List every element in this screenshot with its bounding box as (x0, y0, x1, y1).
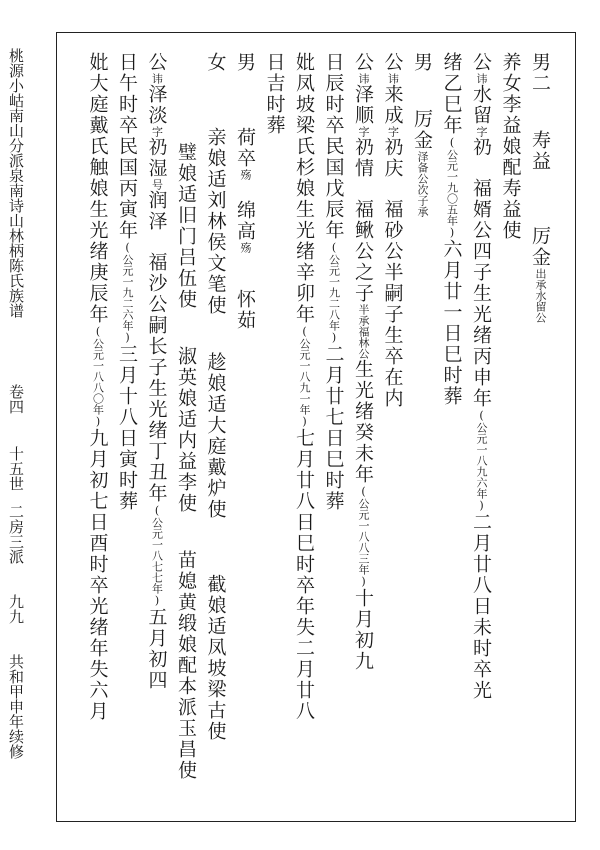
text-run: 七月廿八日巳时卒年失二月廿八 (293, 428, 315, 722)
annotation: (公元一八七七年) (150, 504, 164, 607)
annotation: 字 (150, 126, 164, 137)
text-run: 礽情 (352, 137, 374, 179)
text-run: 来成 (381, 84, 404, 126)
text-column (353, 52, 372, 672)
text-run: 日午时卒民国丙寅年 (116, 52, 138, 241)
margin-edition: 共和甲申年续修 (7, 654, 25, 759)
text-run: 男二 (529, 52, 551, 94)
margin-book-title: 桃源小岵南山分派泉南诗山林柄陈氏族谱 (7, 48, 25, 318)
text-run: 公 (470, 52, 492, 73)
annotation: 字 (386, 126, 400, 137)
text-run: 男 (234, 52, 256, 73)
text-column (235, 52, 254, 331)
text-run: 礽 (470, 137, 492, 158)
text-column (383, 52, 402, 409)
annotation: (公元一九二六年) (121, 241, 134, 344)
text-run: 淑英娘适内益李使 (175, 346, 197, 514)
text-column (501, 52, 520, 241)
text-run: 福砂公半嗣子生卒在内 (381, 199, 404, 409)
text-column (412, 52, 431, 217)
text-run: 苗媳黄缎娘配本派玉昌使 (175, 550, 197, 781)
annotation: 字 (357, 126, 370, 137)
text-run: 二月廿七日巳时葬 (322, 344, 345, 512)
text-run: 礽湿 (145, 137, 168, 179)
text-run: 九月初七日酉时卒光绪年失六月 (86, 428, 109, 722)
annotation: 讳 (150, 73, 164, 84)
text-run: 公 (381, 52, 404, 73)
text-run: 荷卒 (234, 127, 256, 169)
text-column (117, 52, 136, 512)
text-column (176, 52, 195, 781)
annotation: (公元一八九一年) (298, 325, 311, 428)
text-run: 妣凤坡梁氏杉娘生光绪辛卯年 (293, 52, 315, 325)
text-column (147, 52, 166, 691)
text-run: 十月初九 (352, 588, 374, 672)
text-run: 福鳅公之子 (352, 199, 374, 304)
text-run: 礽庆 (381, 137, 404, 179)
text-run: 水留 (470, 84, 492, 126)
text-run: 怀茹 (234, 289, 256, 331)
text-run: 截娘适凤坡梁古使 (204, 574, 227, 742)
text-column (324, 52, 343, 512)
text-run: 亲娘适刘林侯文笔使 (204, 127, 227, 316)
text-run: 公 (352, 52, 374, 73)
annotation: 殇 (239, 169, 252, 180)
annotation: 字 (475, 126, 488, 137)
annotation: (公元一九二八年) (327, 241, 341, 344)
annotation: (公元一八九六年) (475, 409, 488, 512)
annotation: 殇 (239, 242, 252, 253)
text-run: 泽淡 (145, 84, 168, 126)
text-run: 日辰时卒民国戊辰年 (322, 52, 345, 241)
text-run: 润泽 (145, 190, 168, 232)
text-run: 厉金 (529, 226, 551, 268)
annotation: 讳 (357, 73, 370, 84)
text-column (294, 52, 313, 722)
annotation: (公元一八八三年) (357, 485, 370, 588)
text-run: 趁娘适大庭戴炉使 (204, 352, 227, 520)
annotation: (公元一九〇五年) (445, 136, 459, 239)
text-run: 福婿公四子生光绪丙申年 (470, 178, 492, 409)
text-run: 寿益 (529, 130, 551, 172)
text-run: 泽顺 (352, 84, 374, 126)
text-run: 福沙公嗣长子生光绪丁丑年 (145, 252, 168, 504)
text-column (265, 52, 284, 136)
annotation: (公元一八八〇年) (91, 325, 105, 428)
text-run: 绵高 (234, 200, 256, 242)
text-run: 六月廿一日巳时葬 (440, 239, 463, 407)
text-run: 璧娘适旧门吕伍使 (175, 142, 197, 310)
text-run: 妣大庭戴氏触娘生光绪庚辰年 (86, 52, 109, 325)
margin-branch: 二房三派 (7, 504, 25, 564)
text-run: 公 (145, 52, 168, 73)
margin-volume: 卷四 (7, 384, 25, 414)
annotation: 讳 (386, 73, 400, 84)
margin-generation: 十五世 (7, 446, 25, 491)
text-run: 五月初四 (145, 607, 168, 691)
text-run: 二月廿八日未时卒光 (470, 512, 492, 701)
text-column (88, 52, 107, 722)
annotation: 半承福林公 (357, 304, 370, 359)
margin-page-number: 九九 (7, 594, 25, 624)
text-column (442, 52, 461, 407)
text-column (471, 52, 490, 701)
text-column (530, 52, 549, 323)
text-column (206, 52, 225, 742)
text-run: 女 (204, 52, 227, 73)
text-run: 日吉时葬 (263, 52, 286, 136)
annotation: 号 (150, 179, 164, 190)
annotation: 出承水留公 (534, 268, 547, 323)
annotation: 泽备公次子承 (416, 151, 429, 217)
text-run: 男 (411, 52, 433, 73)
annotation: 讳 (475, 73, 488, 84)
text-run: 生光绪癸未年 (352, 359, 374, 485)
text-run: 养女李益娘配寿益使 (499, 52, 522, 241)
text-run: 三月十八日寅时葬 (116, 344, 138, 512)
text-run: 绪乙巳年 (440, 52, 463, 136)
text-run: 厉金 (411, 109, 433, 151)
